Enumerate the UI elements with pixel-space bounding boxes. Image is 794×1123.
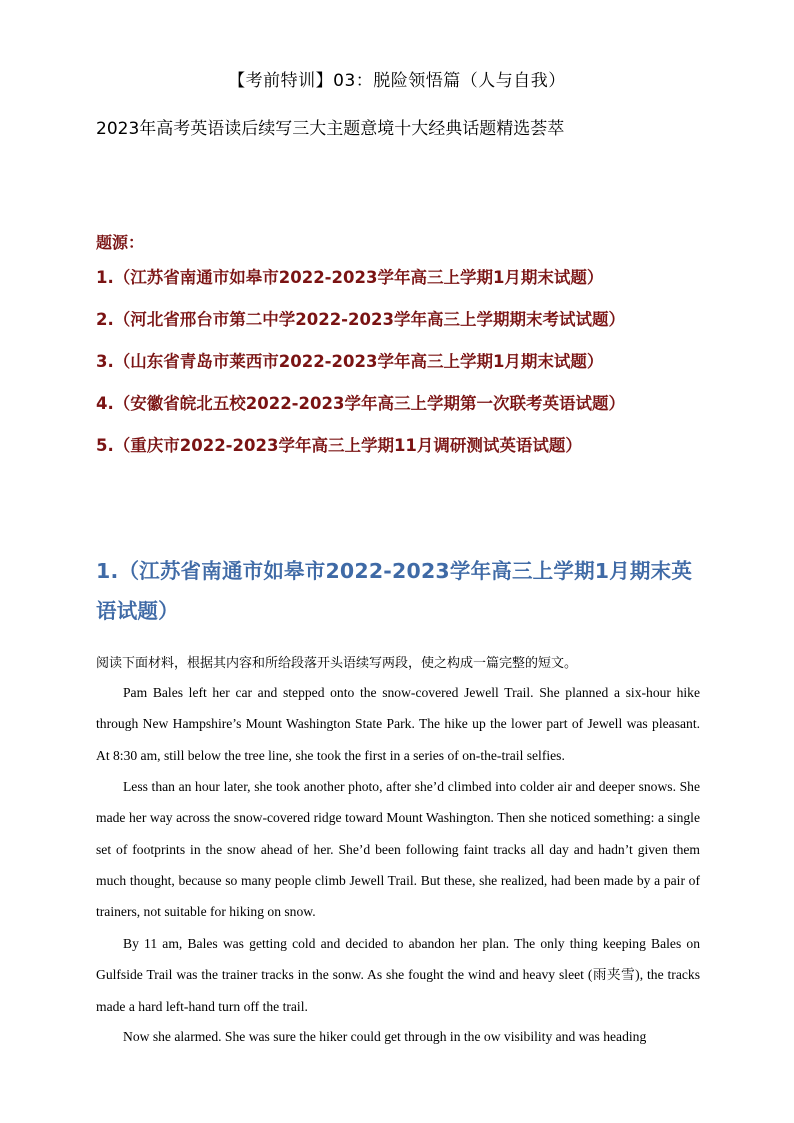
paragraph-text: Pam Bales left her car and stepped onto the snow-covered Jewell Trail. She planned a six-hour hike through New Hampshire’s Mount Washington State Park. The hike up the lower part of Jewell was pleasant. At 8:30 am, still below the tree line, she took the first in a series of on-the-trail selfies.	[96, 685, 700, 763]
instruction-text: 阅读下面材料，根据其内容和所给段落开头语续写两段，使之构成一篇完整的短文。	[96, 656, 578, 671]
section-heading: 1.（江苏省南通市如皋市2022-2023学年高三上学期1月期末英语试题）	[96, 559, 693, 623]
source-item: 1.（江苏省南通市如皋市2022-2023学年高三上学期1月期末试题）	[96, 268, 604, 287]
source-item: 4.（安徽省皖北五校2022-2023学年高三上学期第一次联考英语试题）	[96, 394, 625, 413]
source-item: 2.（河北省邢台市第二中学2022-2023学年高三上学期期末考试试题）	[96, 310, 625, 329]
sources-list	[96, 266, 625, 476]
passage-paragraph	[96, 771, 700, 927]
passage-paragraph	[96, 677, 700, 771]
paragraph-text: By 11 am, Bales was getting cold and decided to abandon her plan. The only thing keeping Bales on Gulfside Trail was the trainer tracks in the sonw. As she fought the wind and heavy sleet (雨夹雪), the tracks made a hard left-hand turn off the trail.	[96, 936, 700, 1014]
passage-paragraph	[96, 928, 700, 1022]
passage-paragraph	[96, 1021, 700, 1052]
source-item: 3.（山东省青岛市莱西市2022-2023学年高三上学期1月期末试题）	[96, 352, 604, 371]
source-item: 5.（重庆市2022-2023学年高三上学期11月调研测试英语试题）	[96, 436, 582, 455]
paragraph-text: Less than an hour later, she took another photo, after she’d climbed into colder air and deeper snows. She made her way across the snow-covered ridge toward Mount Washington. Then she noticed something: a single set of footprints in the snow ahead of her. She’d been following faint tracks all day and hadn’t given them much thought, because so many people climb Jewell Trail. But these, she realized, had been made by a pair of trainers, not suitable for hiking on snow.	[96, 779, 700, 920]
paragraph-text: Now she alarmed. She was sure the hiker could get through in the ow visibility and was heading	[123, 1029, 647, 1044]
document-title: 【考前特训】03：脱险领悟篇（人与自我）	[228, 71, 566, 91]
document-subtitle: 2023年高考英语读后续写三大主题意境十大经典话题精选荟萃	[96, 119, 565, 139]
sources-heading: 题源：	[96, 233, 145, 252]
